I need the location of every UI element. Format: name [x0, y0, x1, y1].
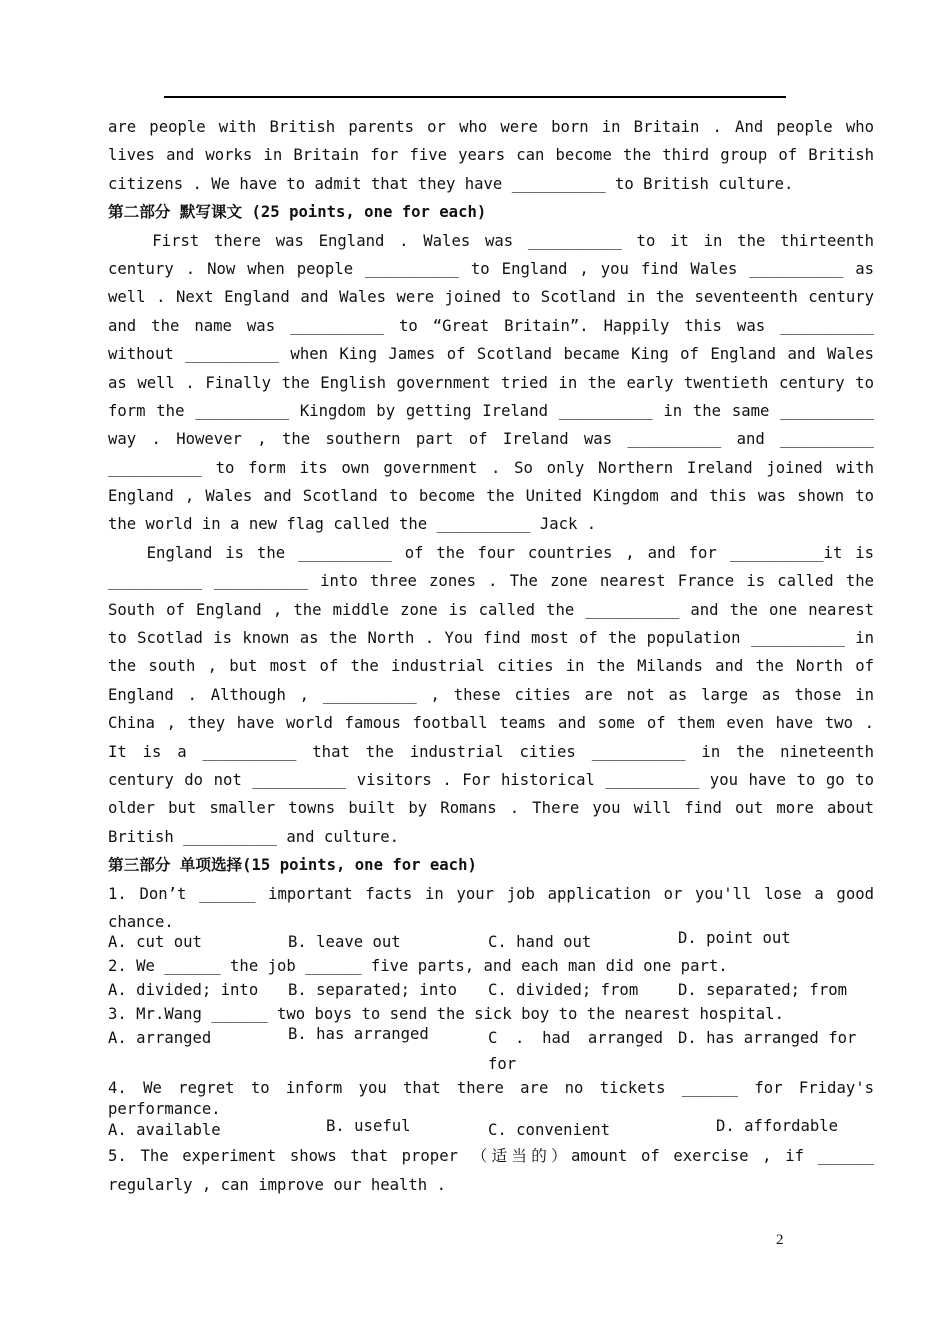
option-d: D. separated; from	[678, 981, 847, 1000]
text-line: citizens . We have to admit that they have __________ to British culture.	[108, 174, 794, 193]
question-3	[108, 1002, 874, 1076]
passage-line: the south , but most of the industrial cities in the Milands and the North of	[108, 657, 874, 676]
answer-options	[108, 1118, 874, 1142]
option-c: C. convenient	[488, 1121, 611, 1140]
option-c: C. hand out	[488, 933, 592, 952]
answer-options	[108, 930, 874, 954]
option-b: B. leave out	[288, 933, 401, 952]
section-heading: 第二部分 默写课文 (25 points, one for each)	[108, 203, 487, 222]
option-b: B. separated; into	[288, 981, 457, 1000]
answer-options	[108, 1026, 874, 1076]
option-c-wrap: for	[488, 1055, 517, 1074]
option-a: A. divided; into	[108, 981, 259, 1000]
passage-line: century do not __________ visitors . For historical __________ you have to go to	[108, 770, 874, 789]
passage-line: well . Next England and Wales were joined to Scotland in the seventeenth century	[108, 288, 874, 307]
question-stem-cont: performance.	[108, 1100, 221, 1119]
passage-line: England . Although , __________ , these cities are not as large as those in	[108, 685, 874, 704]
passage-line: the world in a new flag called the __________ Jack .	[108, 515, 597, 534]
option-d: D. affordable	[716, 1117, 839, 1136]
passage-line: older but smaller towns built by Romans . There you will find out more about	[108, 799, 874, 818]
option-a: A. arranged	[108, 1029, 212, 1048]
option-d: D. point out	[678, 929, 791, 948]
question-1	[108, 880, 874, 955]
question-stem: 3. Mr.Wang ______ two boys to send the sick boy to the nearest hospital.	[108, 1005, 784, 1024]
question-stem: 5. The experiment shows that proper （适当的）amount of exercise , if ______	[108, 1147, 874, 1166]
option-b: B. useful	[326, 1117, 411, 1136]
question-4	[108, 1076, 874, 1142]
question-stem-cont: regularly , can improve our health .	[108, 1175, 446, 1194]
answer-options	[108, 978, 874, 1002]
option-c: C . had arranged	[488, 1029, 663, 1048]
page-number: 2	[776, 1232, 784, 1248]
section-heading: 第三部分 单项选择(15 points, one for each)	[108, 856, 477, 875]
passage-line: South of England , the middle zone is called the __________ and the one nearest	[108, 600, 874, 619]
question-stem: 2. We ______ the job ______ five parts, and each man did one part.	[108, 957, 728, 976]
passage-line: __________ to form its own government . So only Northern Ireland joined with	[108, 458, 874, 477]
question-stem: 4. We regret to inform you that there are no tickets ______ for Friday's	[108, 1079, 874, 1098]
passage-line: without __________ when King James of Scotland became King of England and Wales	[108, 345, 874, 364]
text-line: lives and works in Britain for five years can become the third group of British	[108, 146, 874, 165]
question-stem-cont: chance.	[108, 912, 174, 931]
option-a: A. cut out	[108, 933, 202, 952]
passage-line: __________ __________ into three zones . The zone nearest France is called the	[108, 572, 874, 591]
header-rule	[164, 96, 786, 98]
passage-line: as well . Finally the English government tried in the early twentieth century to	[108, 373, 874, 392]
option-c: C. divided; from	[488, 981, 639, 1000]
question-2	[108, 954, 874, 1002]
document-body	[108, 113, 874, 1199]
option-a: A. available	[108, 1121, 221, 1140]
passage-line: First there was England . Wales was __________ to it in the thirteenth	[108, 231, 874, 250]
dictation-passage	[108, 227, 874, 852]
passage-line: It is a __________ that the industrial cities __________ in the nineteenth	[108, 742, 874, 761]
passage-line: England , Wales and Scotland to become the United Kingdom and this was shown to	[108, 487, 874, 506]
passage-line: to Scotlad is known as the North . You find most of the population __________ in	[108, 629, 874, 648]
question-stem: 1. Don’t ______ important facts in your job application or you'll lose a good	[108, 884, 874, 903]
passage-line: and the name was __________ to “Great Britain”. Happily this was __________	[108, 316, 874, 335]
passage-line: century . Now when people __________ to England , you find Wales __________ as	[108, 259, 874, 278]
text-line: are people with British parents or who were born in Britain . And people who	[108, 118, 874, 136]
passage-line: England is the __________ of the four countries , and for __________it is	[108, 543, 874, 562]
option-b: B. has arranged	[288, 1025, 429, 1044]
passage-line: British __________ and culture.	[108, 827, 400, 846]
passage-line: China , they have world famous football teams and some of them even have two .	[108, 714, 874, 733]
passage-line: way . However , the southern part of Ireland was __________ and __________	[108, 430, 874, 449]
option-d: D. has arranged for	[678, 1029, 857, 1048]
question-5	[108, 1142, 874, 1199]
passage-line: form the __________ Kingdom by getting Ireland __________ in the same __________	[108, 401, 874, 420]
